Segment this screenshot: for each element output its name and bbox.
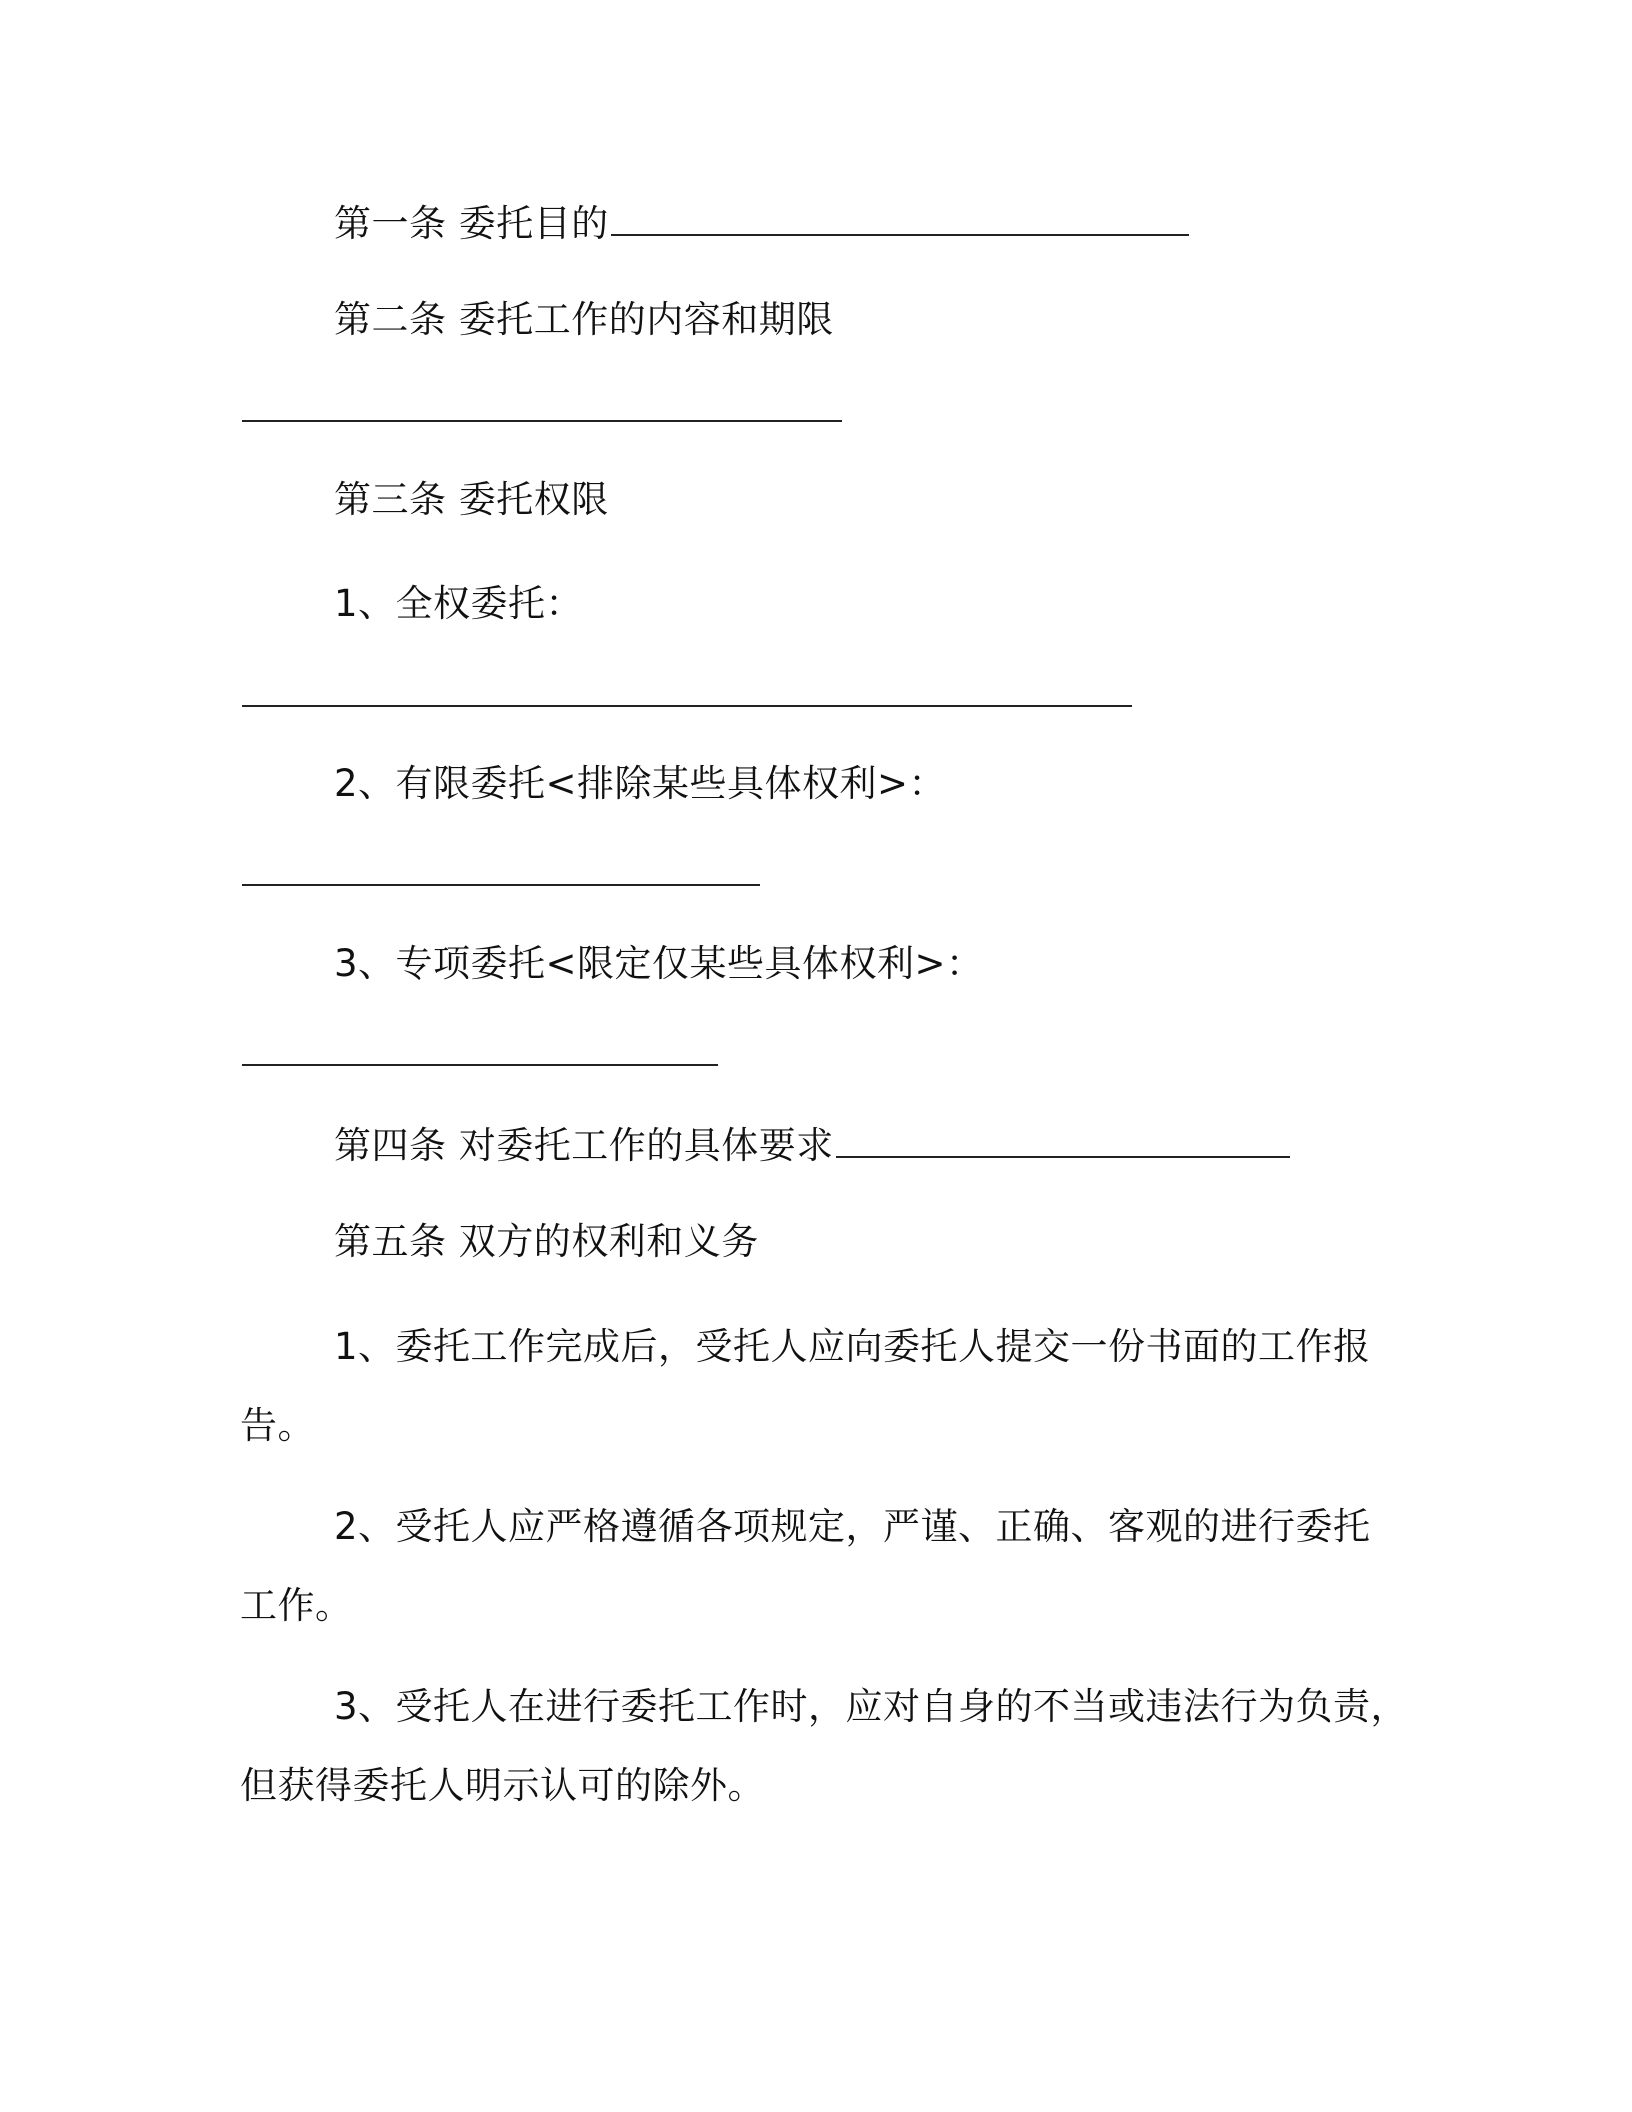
article-3: 第三条 委托权限 <box>334 478 609 521</box>
item-3-2: 2、有限委托<排除某些具体权利>： <box>334 762 947 805</box>
article-2: 第二条 委托工作的内容和期限 <box>334 298 834 341</box>
item-5-3-line-1: 3、受托人在进行委托工作时，应对自身的不当或违法行为负责， <box>334 1685 1409 1728</box>
item-5-1-line-1: 1、委托工作完成后，受托人应向委托人提交一份书面的工作报 <box>334 1325 1371 1368</box>
article-4-text: 第四条 对委托工作的具体要求 <box>334 1124 834 1167</box>
article-1-text: 第一条 委托目的 <box>334 202 609 245</box>
article-5: 第五条 双方的权利和义务 <box>334 1220 759 1263</box>
article-4-blank <box>836 1150 1290 1158</box>
article-1-blank <box>611 228 1189 236</box>
item-3-3-blank <box>242 1064 718 1066</box>
item-5-2-line-1: 2、受托人应严格遵循各项规定，严谨、正确、客观的进行委托 <box>334 1505 1371 1548</box>
item-5-1-line-2: 告。 <box>240 1404 315 1447</box>
article-2-blank <box>242 420 842 422</box>
item-3-2-blank <box>242 884 760 886</box>
item-3-3: 3、专项委托<限定仅某些具体权利>： <box>334 942 984 985</box>
item-3-1-blank <box>242 705 1132 707</box>
item-3-1: 1、全权委托： <box>334 582 584 625</box>
article-4 <box>334 1122 1290 1170</box>
item-5-2-line-2: 工作。 <box>240 1584 353 1627</box>
article-1 <box>334 200 1189 248</box>
item-5-3-line-2: 但获得委托人明示认可的除外。 <box>240 1764 765 1807</box>
